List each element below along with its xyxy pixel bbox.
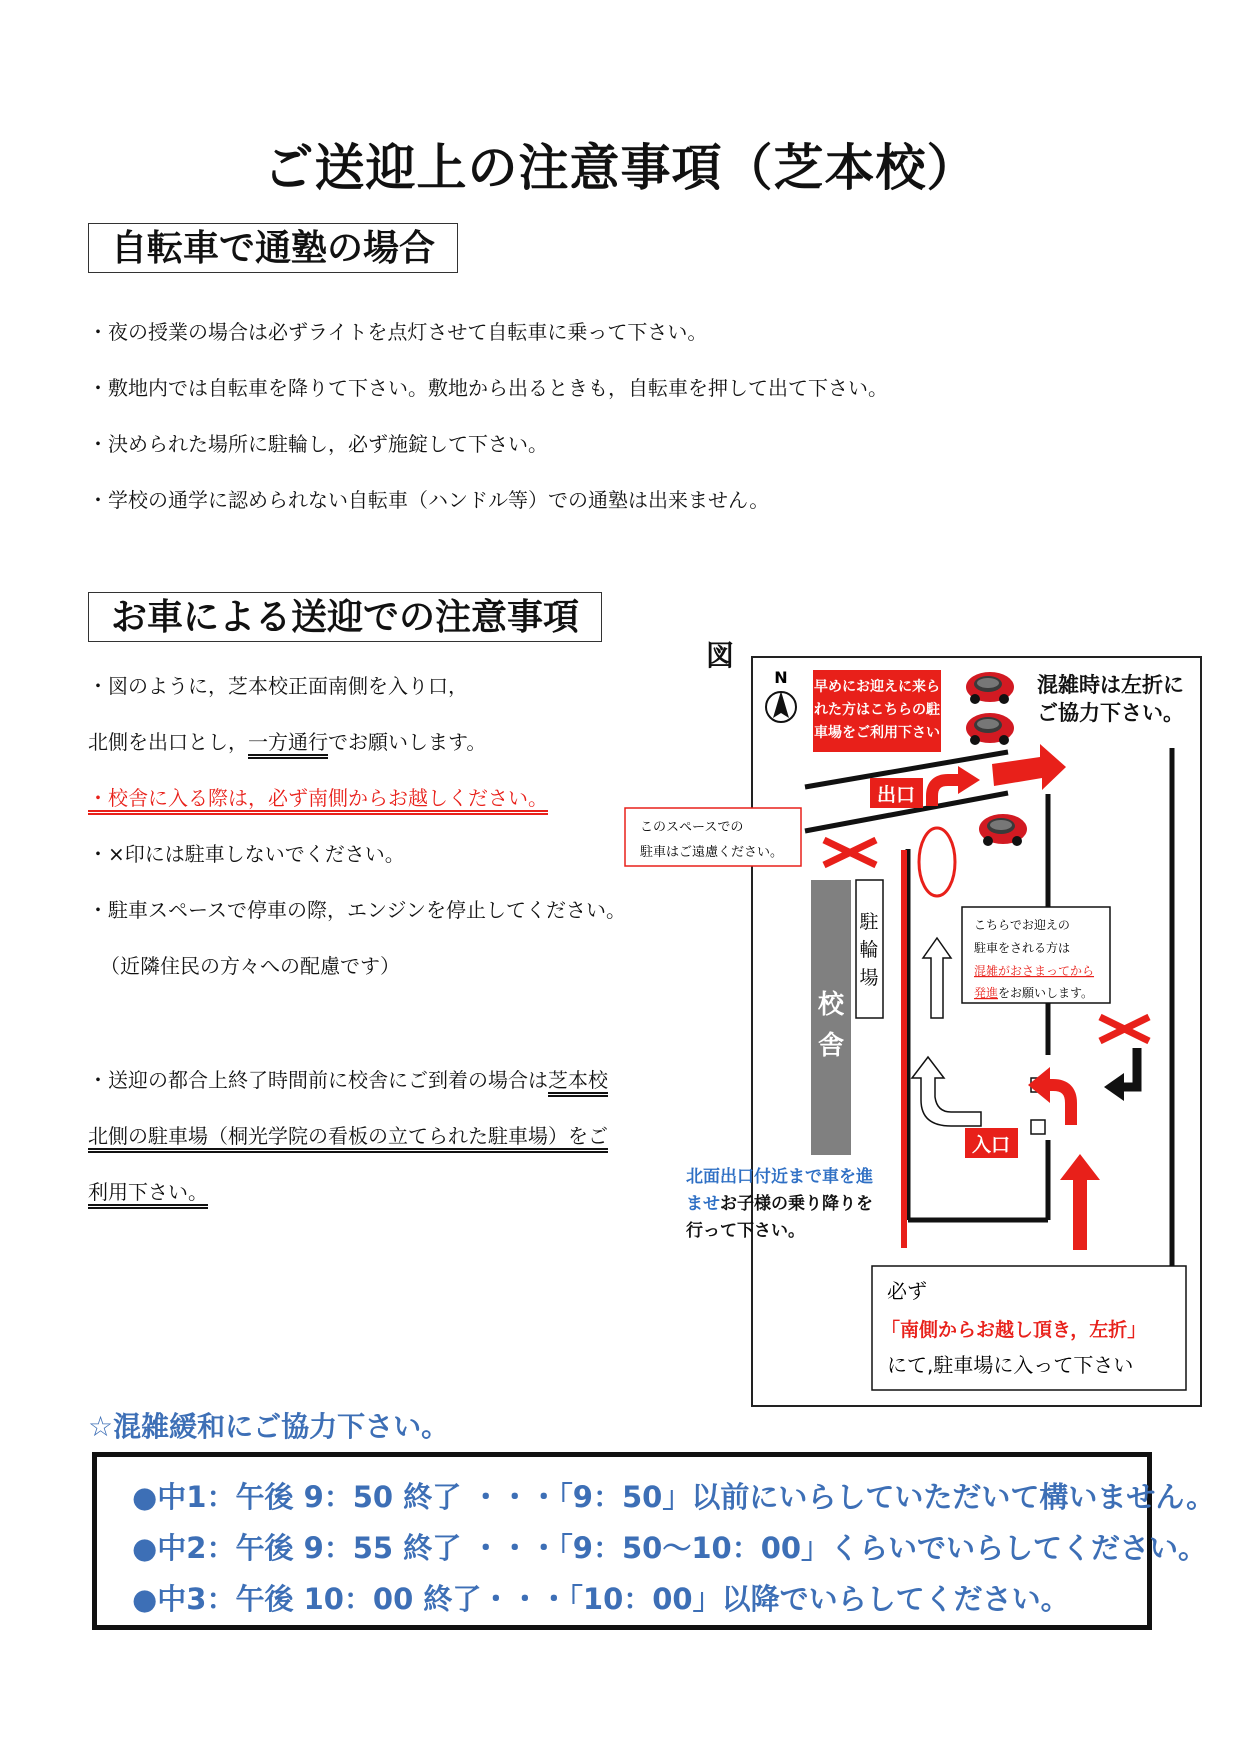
parked-car-icon — [966, 713, 1014, 745]
turn-arrow-icon — [1122, 1048, 1137, 1087]
car-rule-5-note: （近隣住民の方々への配慮です） — [100, 954, 400, 978]
svg-text:にて,駐車場に入って下さい: にて,駐車場に入って下さい — [887, 1353, 1134, 1377]
svg-text:駐車はご遠慮ください。: 駐車はご遠慮ください。 — [640, 845, 784, 860]
car-rule-1: ・図のように，芝本校正面南側を入り口， — [88, 674, 468, 698]
car-rule-4: ・×印には駐車しないでください。 — [88, 842, 405, 866]
north-exit-note: 行って下さい。 — [686, 1221, 805, 1241]
car-rule-6: ・送迎の都合上終了時間前に校舎にご到着の場合は芝本校 — [88, 1068, 608, 1092]
entry-left-turn-arrow — [1048, 1085, 1071, 1125]
parked-car-icon — [966, 672, 1014, 704]
north-compass-icon — [766, 668, 796, 722]
congestion-notice: ☆混雑緩和にご協力下さい。 — [88, 1410, 450, 1443]
figure-label: 図 — [706, 639, 735, 672]
left-turn-note: ご協力下さい。 — [1037, 701, 1184, 725]
svg-text:輪: 輪 — [859, 939, 879, 961]
car-heading: お車による送迎での注意事項 — [88, 592, 602, 642]
svg-text:車場をご利用下さい: 車場をご利用下さい — [814, 725, 940, 741]
svg-text:発進をお願いします。: 発進をお願いします。 — [974, 986, 1094, 1000]
car-rule-2: 北側を出口とし，一方通行でお願いします。 — [88, 730, 487, 754]
car-rule-3-warning: ・校舎に入る際は，必ず南側からお越しください。 — [88, 786, 548, 810]
car-rule-5: ・駐車スペースで停車の際，エンジンを停止してください。 — [88, 898, 626, 922]
curved-up-arrow-icon — [912, 1057, 981, 1126]
bicycle-heading: 自転車で通塾の場合 — [88, 223, 458, 273]
one-way-text: 一方通行 — [248, 730, 328, 754]
car-rule-6-cont: 北側の駐車場（桐光学院の看板の立てられた駐車場）をご — [88, 1124, 608, 1148]
svg-text:駐車をされる方は: 駐車をされる方は — [974, 941, 1071, 955]
no-parking-x-icon — [1100, 1017, 1149, 1041]
entrance-label: 入口 — [971, 1134, 1011, 1156]
svg-text:校: 校 — [817, 990, 845, 1020]
north-exit-note: 北面出口付近まで車を進 — [686, 1167, 873, 1187]
svg-text:舎: 舎 — [817, 1031, 845, 1061]
svg-text:場: 場 — [859, 967, 879, 989]
svg-text:N: N — [774, 668, 788, 687]
bicycle-rule-1: ・夜の授業の場合は必ずライトを点灯させて自転車に乗って下さい。 — [88, 320, 708, 344]
schedule-line-2: ●中2：午後 9：55 終了 ・・・「9：50～10：00」くらいでいらしてください。 — [132, 1531, 1208, 1565]
parked-car-icon — [979, 814, 1027, 846]
svg-text:必ず: 必ず — [887, 1279, 927, 1303]
svg-text:「南側からお越し頂き，左折」: 「南側からお越し頂き，左折」 — [881, 1319, 1147, 1341]
pickup-spot-oval — [919, 828, 955, 896]
bicycle-rule-3: ・決められた場所に駐輪し，必ず施錠して下さい。 — [88, 432, 548, 456]
svg-text:駐: 駐 — [859, 911, 879, 933]
up-arrow-icon — [923, 938, 951, 1018]
entry-up-arrow — [1060, 1154, 1100, 1250]
svg-text:このスペースでの: このスペースでの — [640, 820, 744, 835]
schedule-line-3: ●中3：午後 10：00 終了・・・「10：00」以降でいらしてください。 — [132, 1582, 1070, 1616]
svg-text:れた方はこちらの駐: れた方はこちらの駐 — [814, 702, 940, 718]
no-parking-x-icon — [824, 840, 876, 865]
exit-label: 出口 — [876, 784, 916, 806]
bicycle-rule-4: ・学校の通学に認められない自転車（ハンドル等）での通塾は出来ません。 — [88, 488, 770, 512]
svg-text:早めにお迎えに来ら: 早めにお迎えに来ら — [814, 679, 940, 695]
bicycle-rule-2: ・敷地内では自転車を降りて下さい。敷地から出るときも，自転車を押して出て下さい。 — [88, 376, 888, 400]
schedule-box — [92, 1452, 1216, 1630]
svg-text:混雑がおさまってから: 混雑がおさまってから — [974, 964, 1095, 978]
schedule-line-1: ●中1：午後 9：50 終了 ・・・「9：50」以前にいらしていただいて構いません。 — [132, 1480, 1216, 1514]
page-title: ご送迎上の注意事項（芝本校） — [263, 139, 978, 197]
left-turn-note: 混雑時は左折に — [1037, 673, 1184, 697]
car-rule-6-end: 利用下さい。 — [88, 1180, 208, 1204]
north-exit-note: ませお子様の乗り降りを — [686, 1194, 873, 1214]
svg-text:こちらでお迎えの: こちらでお迎えの — [974, 918, 1070, 932]
